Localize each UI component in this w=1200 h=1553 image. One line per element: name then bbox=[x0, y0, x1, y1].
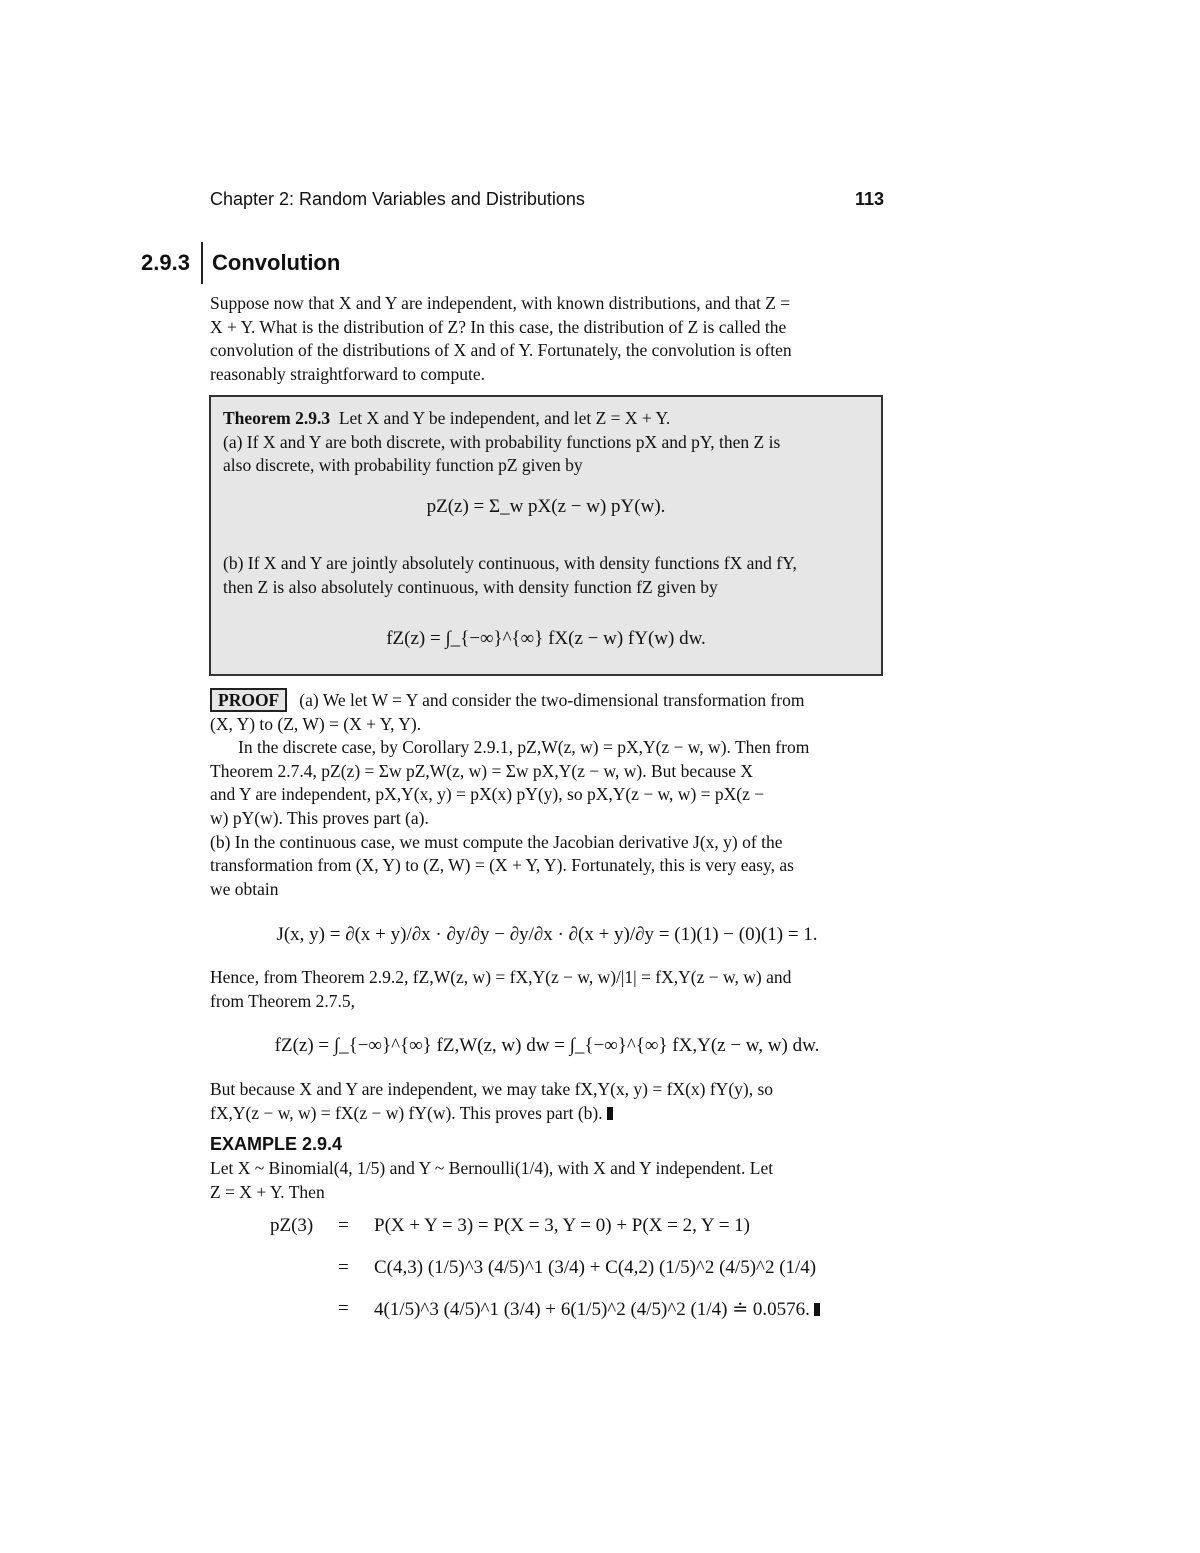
theorem-part-b-line-2: then Z is also absolutely continuous, with density function fZ given by bbox=[223, 576, 718, 597]
example-line-1: Let X ~ Binomial(4, 1/5) and Y ~ Bernoulli(1/4), with X and Y independent. Let bbox=[210, 1158, 774, 1178]
example-row-2-rhs: C(4,3) (1/5)^3 (4/5)^1 (3/4) + C(4,2) (1/5)^2 (4/5)^2 (1/4) bbox=[374, 1257, 817, 1278]
chapter-title: Chapter 2: Random Variables and Distributions bbox=[210, 189, 585, 209]
example-row-1-rhs: P(X + Y = 3) = P(X = 3, Y = 0) + P(X = 2, Y = 1) bbox=[374, 1215, 750, 1236]
qed-mark-icon bbox=[607, 1107, 613, 1120]
theorem-text bbox=[223, 407, 871, 478]
example-row-3-rhs: 4(1/5)^3 (4/5)^1 (3/4) + 6(1/5)^2 (4/5)^2 (1/4) ≐ 0.0576. bbox=[374, 1299, 810, 1320]
theorem-part-b bbox=[223, 552, 871, 599]
example-row-2-equals: = bbox=[338, 1257, 349, 1278]
proof-line-8: transformation from (X, Y) to (Z, W) = (X + Y, Y). Fortunately, this is very easy, as bbox=[210, 855, 794, 876]
section-title: Convolution bbox=[212, 250, 341, 275]
example-text bbox=[210, 1157, 884, 1204]
proof-line-12: But because X and Y are independent, we may take fX,Y(x, y) = fX(x) fY(y), so bbox=[210, 1079, 774, 1099]
page-number: 113 bbox=[854, 189, 884, 209]
proof-line-4: Theorem 2.7.4, pZ(z) = Σw pZ,W(z, w) = Σw pX,Y(z − w, w). But because X bbox=[210, 760, 754, 781]
example-end-mark-icon bbox=[814, 1303, 820, 1316]
intro-line-1: Suppose now that X and Y are independent, with known distributions, and that Z = bbox=[210, 293, 791, 313]
proof-line-7: (b) In the continuous case, we must compute the Jacobian derivative J(x, y) of the bbox=[210, 831, 783, 852]
proof-line-2: (X, Y) to (Z, W) = (X + Y, Y). bbox=[210, 713, 422, 734]
intro-paragraph bbox=[210, 292, 884, 386]
proof-part-b-conclusion bbox=[210, 1078, 884, 1125]
proof-line-9: we obtain bbox=[210, 878, 279, 899]
intro-line-2: X + Y. What is the distribution of Z? In this case, the distribution of Z is called the bbox=[210, 316, 787, 337]
example-row-3-equals: = bbox=[338, 1298, 349, 1319]
section-divider bbox=[201, 242, 203, 284]
proof-line-11: from Theorem 2.7.5, bbox=[210, 990, 355, 1011]
equation-continuous-convolution: fZ(z) = ∫_{−∞}^{∞} fX(z − w) fY(w) dw. bbox=[386, 628, 706, 649]
example-row-3 bbox=[374, 1298, 820, 1321]
theorem-part-a-line-1: (a) If X and Y are both discrete, with probability functions pX and pY, then Z is bbox=[223, 431, 781, 452]
theorem-part-a-line-2: also discrete, with probability function pZ given by bbox=[223, 455, 583, 476]
example-row-1-lhs: pZ(3) bbox=[270, 1215, 314, 1236]
theorem-label: Theorem 2.9.3 bbox=[223, 408, 331, 428]
intro-line-3: convolution of the distributions of X and of Y. Fortunately, the convolution is often bbox=[210, 340, 792, 361]
example-heading: EXAMPLE 2.9.4 bbox=[210, 1134, 343, 1154]
proof-line-3: In the discrete case, by Corollary 2.9.1, pZ,W(z, w) = pX,Y(z − w, w). Then from bbox=[238, 737, 810, 758]
example-row-1-equals: = bbox=[338, 1215, 349, 1236]
equation-discrete-convolution: pZ(z) = Σ_w pX(z − w) pY(w). bbox=[426, 496, 666, 517]
proof-continuation bbox=[210, 966, 884, 1013]
equation-density-of-z: fZ(z) = ∫_{−∞}^{∞} fZ,W(z, w) dw = ∫_{−∞}^{∞} fX,Y(z − w, w) dw. bbox=[274, 1035, 820, 1056]
proof-part-a bbox=[210, 688, 884, 901]
proof-line-5: and Y are independent, pX,Y(x, y) = pX(x) pY(y), so pX,Y(z − w, w) = pX(z − bbox=[210, 784, 765, 805]
example-line-2: Z = X + Y. Then bbox=[210, 1181, 325, 1202]
proof-line-1: (a) We let W = Y and consider the two-dimensional transformation from bbox=[299, 690, 805, 710]
intro-line-4: reasonably straightforward to compute. bbox=[210, 363, 486, 384]
proof-line-13: fX,Y(z − w, w) = fX(z − w) fY(w). This proves part (b). bbox=[210, 1102, 603, 1123]
proof-line-6: w) pY(w). This proves part (a). bbox=[210, 807, 429, 828]
section-number: 2.9.3 bbox=[141, 250, 190, 275]
running-header bbox=[210, 189, 884, 213]
theorem-part-b-line-1: (b) If X and Y are jointly absolutely continuous, with density functions fX and fY, bbox=[223, 553, 797, 573]
equation-jacobian: J(x, y) = ∂(x + y)/∂x · ∂y/∂y − ∂y/∂x · ∂(x + y)/∂y = (1)(1) − (0)(1) = 1. bbox=[276, 924, 818, 945]
proof-line-10: Hence, from Theorem 2.9.2, fZ,W(z, w) = fX,Y(z − w, w)/|1| = fX,Y(z − w, w) and bbox=[210, 967, 792, 987]
proof-tag: PROOF bbox=[210, 688, 287, 712]
theorem-statement: Let X and Y be independent, and let Z = X + Y. bbox=[338, 408, 671, 428]
theorem-box bbox=[209, 395, 883, 676]
